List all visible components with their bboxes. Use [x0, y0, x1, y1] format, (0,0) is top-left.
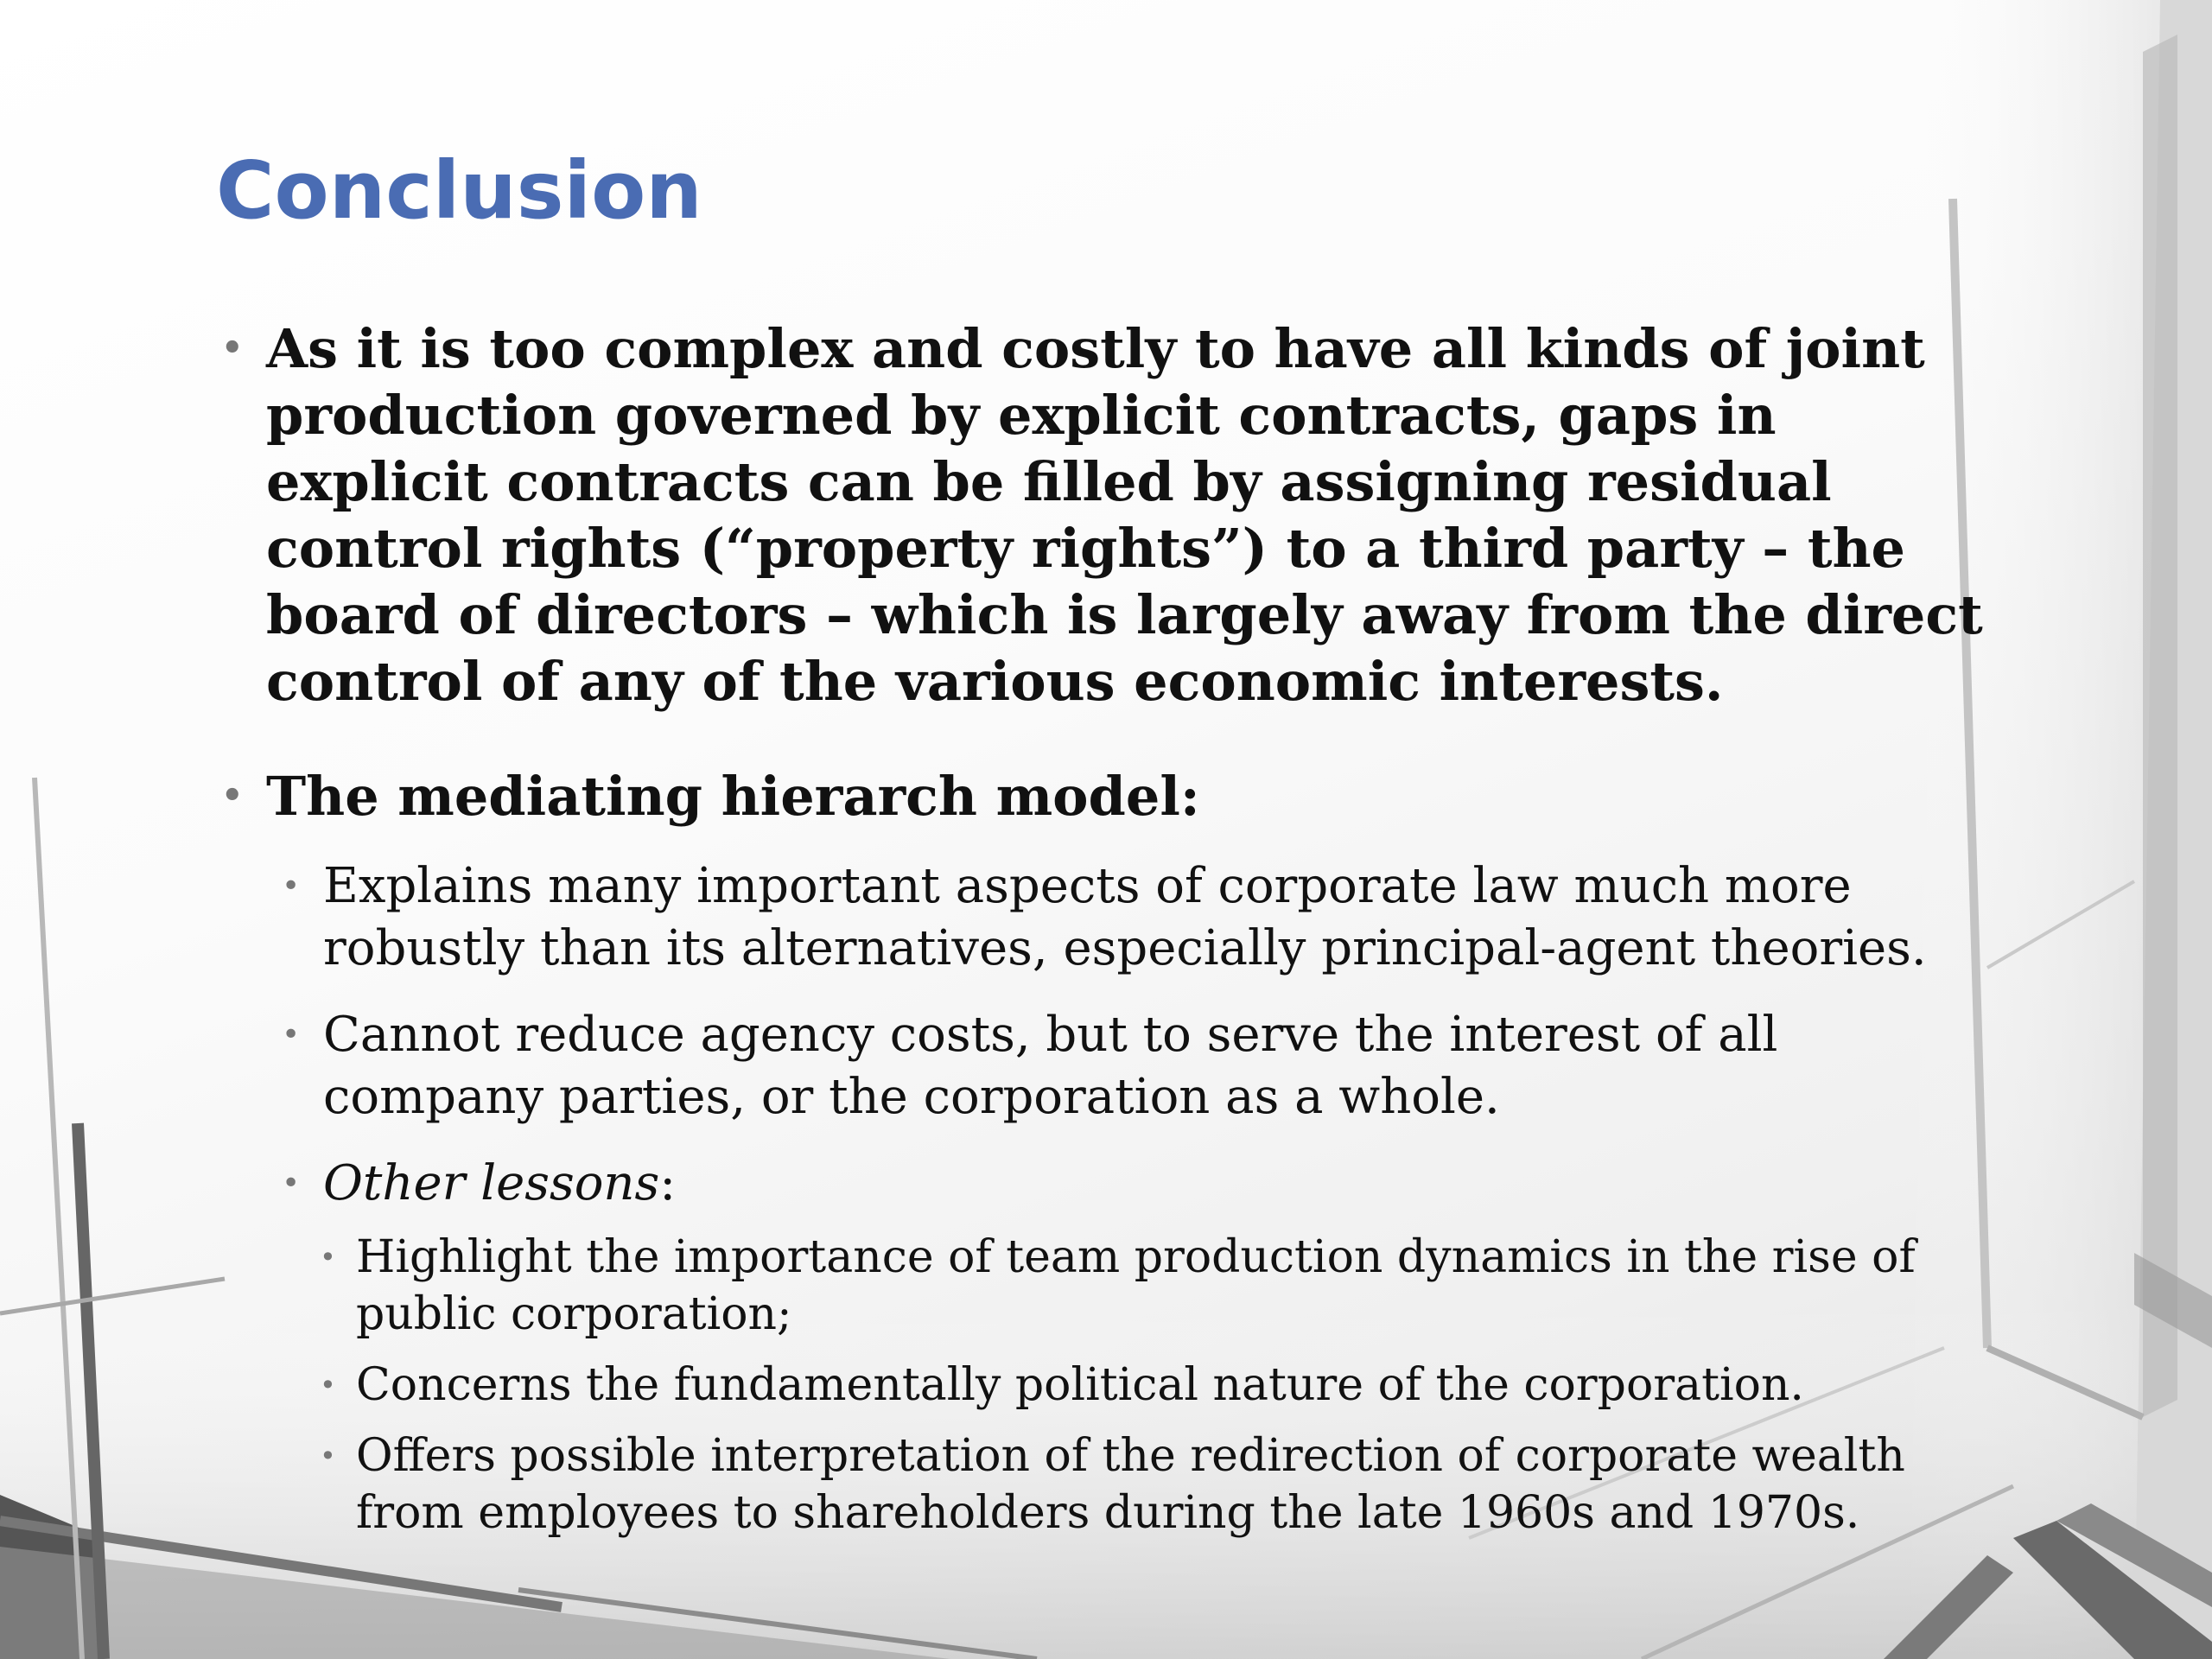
sub-bullet-text: Explains many important aspects of corporate law much more robustly than its alternatives, especially principal-agent theories.	[323, 858, 1927, 976]
sub-sub-bullet-2	[216, 1357, 2013, 1414]
bullet-dot-icon: •	[320, 1369, 336, 1402]
sub-sub-bullet-3	[216, 1427, 2013, 1541]
sub-sub-bullet-text: Offers possible interpretation of the redirection of corporate wealth from employees to shareholders during the late 1960s and 1970s.	[356, 1430, 1905, 1539]
sub-bullet-1	[216, 855, 2013, 980]
bullet-dot-icon: •	[221, 328, 244, 368]
bullet-2	[216, 763, 2012, 830]
other-lessons-label: Other lessons	[323, 1155, 660, 1211]
sub-bullet-3	[216, 1153, 2013, 1215]
bullet-dot-icon: •	[282, 1166, 301, 1201]
other-lessons-colon: :	[659, 1155, 677, 1211]
bullet-text: The mediating hierarch model:	[266, 765, 1200, 828]
slide-title: Conclusion	[216, 144, 702, 237]
bullet-dot-icon: •	[282, 868, 301, 904]
bullet-dot-icon: •	[221, 776, 244, 816]
sub-sub-bullet-1	[216, 1229, 2013, 1343]
bullet-dot-icon: •	[320, 1440, 336, 1472]
bullet-1	[216, 315, 2012, 715]
sub-sub-bullet-text: Concerns the fundamentally political nature of the corporation.	[356, 1359, 1804, 1411]
slide-body	[216, 315, 2013, 1541]
bullet-text: As it is too complex and costly to have all kinds of joint production governed by explicit contracts, gaps in explicit contracts can be filled by assigning residual control rights (“property rights”) to a third party – the board of directors – which is largely away from the direct control of any of the various economic interests.	[266, 317, 1983, 713]
sub-sub-bullet-text: Highlight the importance of team production dynamics in the rise of public corporation;	[356, 1231, 1916, 1340]
sub-bullet-2	[216, 1004, 2013, 1128]
bullet-dot-icon: •	[282, 1017, 301, 1052]
sub-bullet-text: Cannot reduce agency costs, but to serve the interest of all company parties, or the corporation as a whole.	[323, 1007, 1778, 1125]
bullet-dot-icon: •	[320, 1241, 336, 1274]
